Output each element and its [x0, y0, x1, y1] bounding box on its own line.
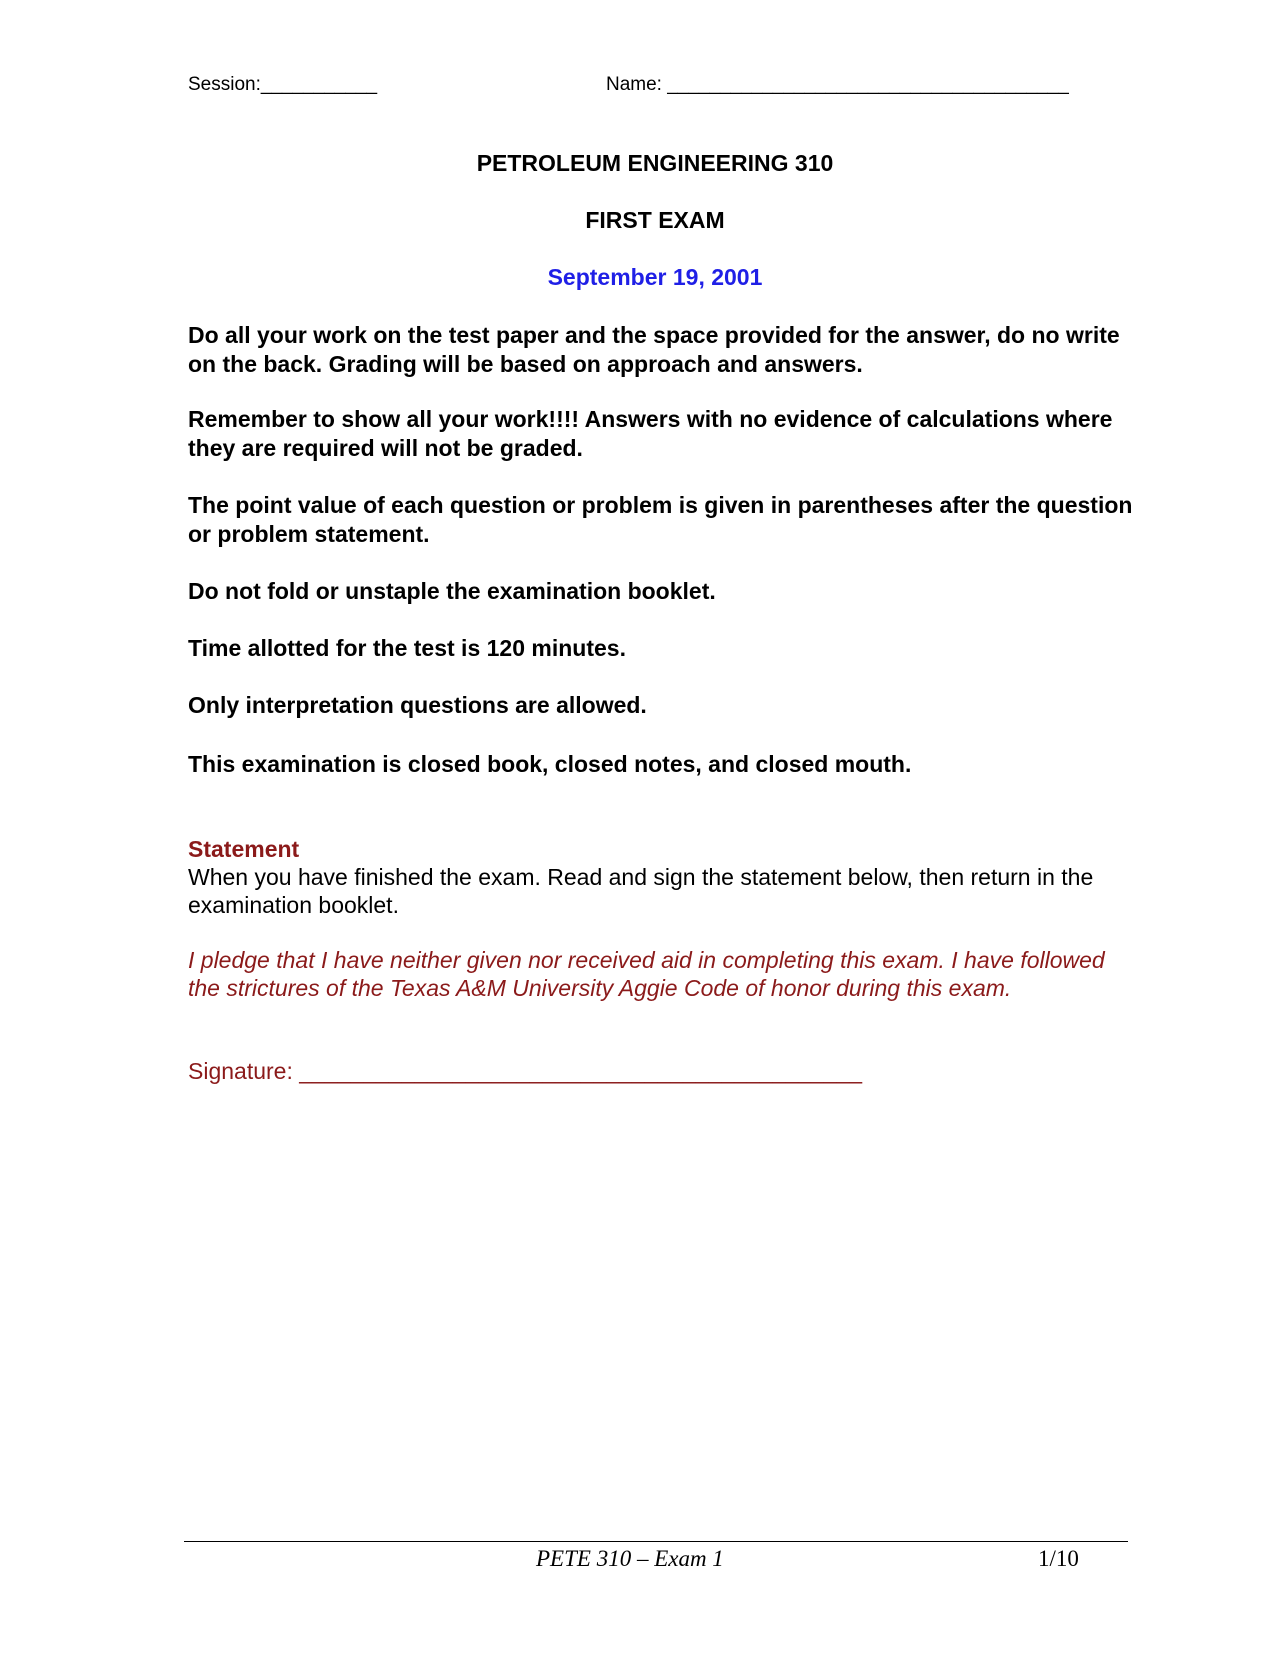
session-field: Session:___________ — [188, 74, 378, 95]
signature-line: Signature: ____________________________________________ — [188, 1058, 863, 1084]
instruction-point-value: The point value of each question or problem is given in parentheses after the question or problem statement. — [188, 492, 1133, 547]
exam-title: FIRST EXAM — [585, 207, 725, 233]
statement-body: When you have finished the exam. Read and sign the statement below, then return in the examination booklet. — [188, 864, 1094, 918]
instruction-show-work: Remember to show all your work!!!! Answers with no evidence of calculations where they are required will not be graded. — [188, 406, 1113, 461]
instruction-no-fold: Do not fold or unstaple the examination booklet. — [188, 578, 716, 604]
instruction-closed-book: This examination is closed book, closed notes, and closed mouth. — [188, 751, 912, 777]
name-field: Name: ______________________________________ — [606, 74, 1069, 95]
exam-date: September 19, 2001 — [547, 264, 763, 290]
course-title: PETROLEUM ENGINEERING 310 — [476, 150, 834, 176]
honor-pledge: I pledge that I have neither given nor received aid in completing this exam. I have followed the strictures of the Texas A&M University Aggie Code of honor during this exam. — [188, 947, 1105, 1001]
page-number: 1/10 — [1038, 1546, 1079, 1571]
instruction-time-allotted: Time allotted for the test is 120 minutes. — [188, 635, 626, 661]
statement-heading: Statement — [188, 836, 300, 862]
instruction-questions: Only interpretation questions are allowed. — [188, 692, 647, 718]
footer-divider — [184, 1541, 1128, 1542]
instruction-work-on-paper: Do all your work on the test paper and the space provided for the answer, do no write on the back. Grading will be based on approach and answers. — [188, 322, 1120, 377]
footer-course-label: PETE 310 – Exam 1 — [536, 1546, 724, 1571]
